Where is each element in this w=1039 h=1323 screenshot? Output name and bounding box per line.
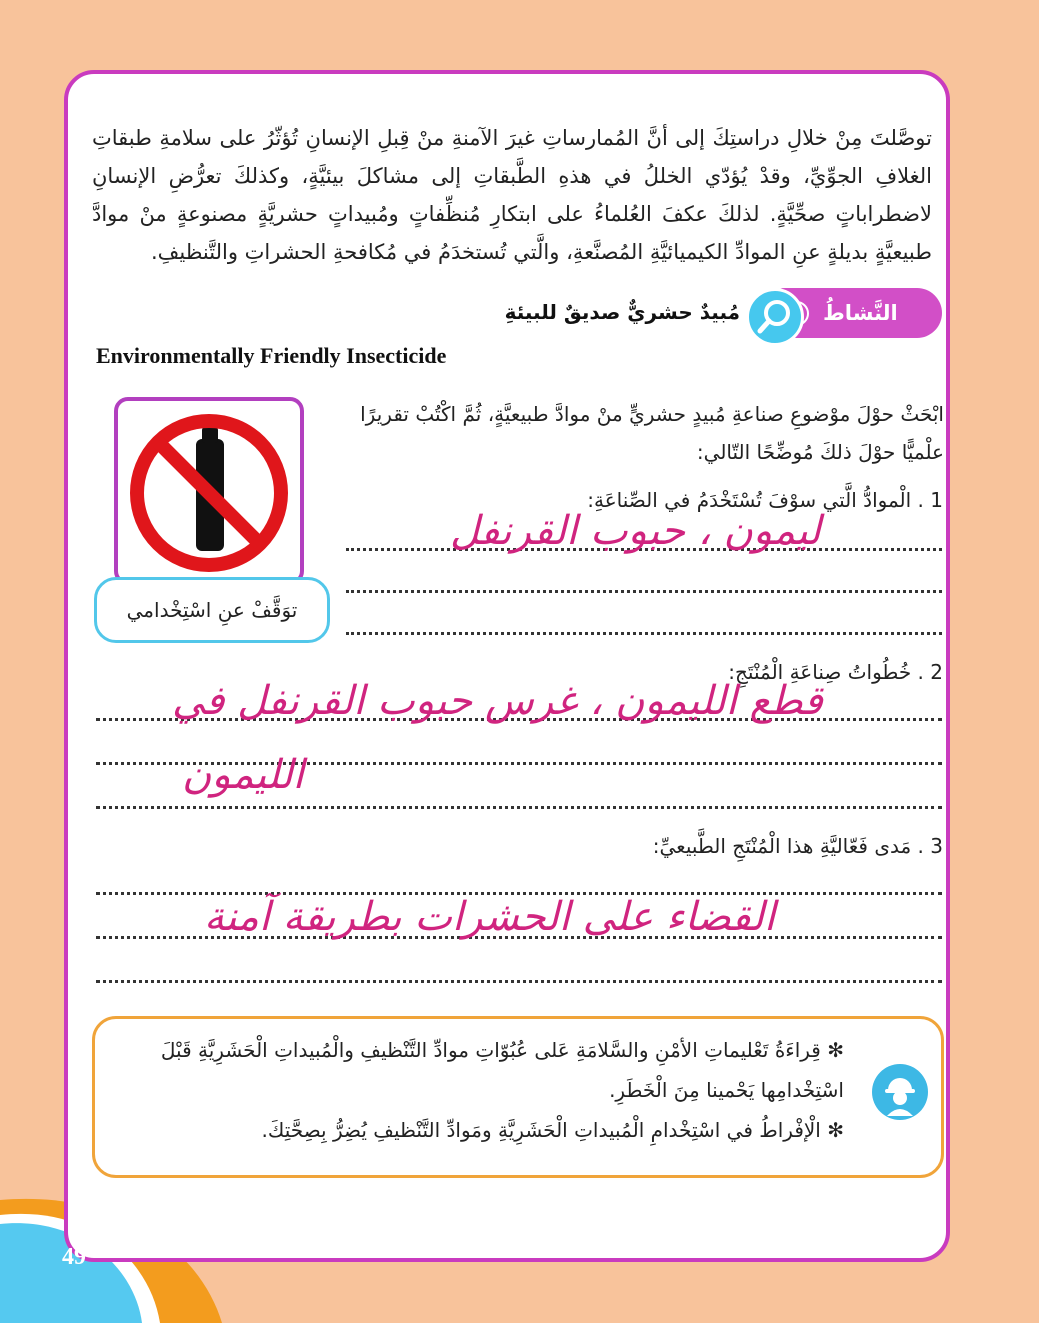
question-1: 1 . الْموادُّ الَّتي سوْفَ تُسْتَخْدَمُ في الصِّناعَةِ:: [587, 488, 943, 512]
safety-tip-2: ✻ الْإفْراطُ في اسْتِخْدامِ الْمُبيداتِ الْحَشَرِيَّةِ ومَوادِّ التَّنْظيفِ يُضِرُّ بِصِحَّتِكَ.: [261, 1118, 844, 1142]
sign-caption: توَقَّفْ عنِ اسْتِخْدامي: [94, 577, 330, 643]
activity-title-en: Environmentally Friendly Insecticide: [96, 343, 447, 368]
answer-line[interactable]: [96, 980, 942, 983]
page-number: 49: [62, 1244, 86, 1270]
handwritten-answer-1: ليمون ، حبوب القرنفل: [450, 508, 821, 554]
bullet-icon: ✻: [827, 1118, 844, 1142]
safety-tips: [100, 1030, 844, 1150]
intro-paragraph: توصَّلتَ مِنْ خلالِ دراستِكَ إلى أنَّ المُمارساتِ غيرَ الآمنةِ منْ قِبلِ الإنسانِ تُؤثّرُ على سلامةِ طبقاتِ الغلافِ الجوِّيِّ، وقدْ يُؤدّي الخللُ في هذهِ الطَّبقاتِ إلى مشاكلَ بيئيَّةٍ، وكذلكَ تعرُّضِ الإنسانِ لاضطراباتٍ صحِّيَّةٍ. لذلكَ عكفَ العُلماءُ على ابتكارِ مُنظِّفاتٍ ومُبيداتٍ حشريَّةٍ مصنوعةٍ منْ موادَّ طبيعيَّةٍ بديلةٍ عنِ الموادِّ الكيميائيَّةِ المُصنَّعةِ، والَّتي تُستخدَمُ في مُكافحةِ الحشراتِ والتَّنظيفِ.: [92, 126, 932, 264]
activity-label: النَّشاطُ: [823, 301, 898, 325]
answer-line[interactable]: [96, 806, 942, 809]
question-3: 3 . مَدى فَعّاليَّةِ هذا الْمُنْتَجِ الطَّبيعيِّ:: [652, 834, 943, 858]
activity-instructions: ابْحَثْ حوْلَ موْضوعِ صناعةِ مُبيدٍ حشريٍّ منْ موادَّ طبيعيَّةٍ، ثُمَّ اكْتُبْ تقريرًا علْميًّا حوْلَ ذلكَ مُوضِّحًا التّالي:: [360, 402, 944, 464]
worker-helmet-icon: [872, 1064, 928, 1120]
answer-line[interactable]: [346, 590, 942, 593]
handwritten-answer-2: قطع الليمون ، غرس حبوب القرنفل في: [172, 678, 823, 724]
no-spray-can-icon: [118, 401, 300, 581]
bullet-icon: ✻: [827, 1038, 844, 1062]
safety-tip-1: ✻ قِراءَةُ تَعْليماتِ الأمْنِ والسَّلامَةِ عَلى عُبُوّاتِ موادِّ التَّنْظيفِ والْمُبيداتِ الْحَشَرِيَّةِ قَبْلَ اسْتِخْدامِها يَحْمينا مِنَ الْخَطَرِ.: [160, 1038, 844, 1102]
magnifier-icon: [746, 288, 804, 346]
question-2: 2 . خُطُواتُ صِناعَةِ الْمُنْتَجِ:: [728, 660, 943, 684]
no-spray-sign: [114, 397, 304, 585]
activity-title-ar: مُبيدٌ حشريٌّ صديقٌ للبيئةِ: [504, 300, 740, 324]
handwritten-answer-3: القضاء على الحشرات بطريقة آمنة: [204, 894, 776, 940]
handwritten-answer-2-continued: الليمون: [182, 752, 304, 798]
answer-line[interactable]: [346, 632, 942, 635]
